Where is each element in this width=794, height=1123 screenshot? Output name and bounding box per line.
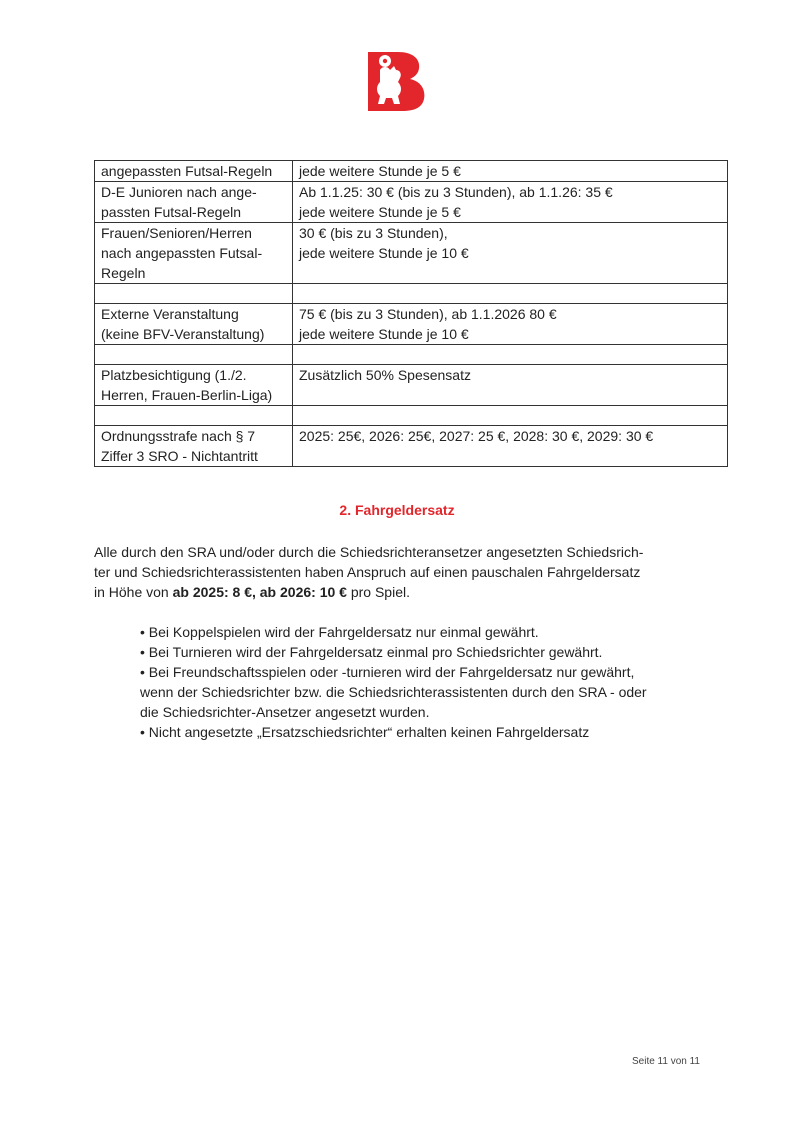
- table-cell-label: Ordnungsstrafe nach § 7 Ziffer 3 SRO - Nichtantritt: [95, 426, 293, 467]
- table-spacer-row: [95, 406, 728, 426]
- table-cell-value: 75 € (bis zu 3 Stunden), ab 1.1.2026 80 € jede weitere Stunde je 10 €: [293, 304, 728, 345]
- table-cell-label: Platzbesichtigung (1./2. Herren, Frauen-Berlin-Liga): [95, 365, 293, 406]
- table-row: [95, 365, 728, 406]
- amount-highlight: ab 2025: 8 €, ab 2026: 10 €: [172, 584, 347, 600]
- table-cell-label: Externe Veranstaltung (keine BFV-Veranstaltung): [95, 304, 293, 345]
- intro-paragraph: Alle durch den SRA und/oder durch die Schiedsrichteransetzer angesetzten Schiedsrich- ter und Schiedsrichterassistenten haben Anspruch auf einen pauschalen Fahrgeldersatz in Höhe von ab 2025: 8 €, ab 2026: 10 € pro Spiel.: [94, 544, 644, 600]
- table-cell-value: jede weitere Stunde je 5 €: [293, 161, 728, 182]
- fee-table: [94, 160, 728, 467]
- table-cell-value: Ab 1.1.25: 30 € (bis zu 3 Stunden), ab 1.1.26: 35 € jede weitere Stunde je 5 €: [293, 182, 728, 223]
- section-heading: 2. Fahrgeldersatz: [339, 502, 455, 518]
- page-number: Seite 11 von 11: [631, 1056, 700, 1067]
- list-item: • Bei Freundschaftsspielen oder -turnieren wird der Fahrgeldersatz nur gewährt, wenn der Schiedsrichter bzw. die Schiedsrichterassistenten durch den SRA - oder die Schiedsrichter-Ansetzer angesetzt wurden.: [140, 664, 647, 720]
- table-row: [95, 182, 728, 223]
- table-cell-label: Frauen/Senioren/Herren nach angepassten Futsal- Regeln: [95, 223, 293, 284]
- table-cell-value: Zusätzlich 50% Spesensatz: [293, 365, 728, 406]
- table-cell-label: angepassten Futsal-Regeln: [95, 161, 293, 182]
- list-item: • Nicht angesetzte „Ersatzschiedsrichter“ erhalten keinen Fahrgeldersatz: [140, 724, 590, 740]
- table-cell-value: 2025: 25€, 2026: 25€, 2027: 25 €, 2028: 30 €, 2029: 30 €: [293, 426, 728, 467]
- table-row: [95, 223, 728, 284]
- list-item: • Bei Turnieren wird der Fahrgeldersatz einmal pro Schiedsrichter gewährt.: [140, 644, 603, 660]
- table-spacer-row: [95, 345, 728, 365]
- table-row: [95, 304, 728, 345]
- bullet-list: [140, 622, 730, 742]
- table-row: [95, 426, 728, 467]
- table-cell-value: 30 € (bis zu 3 Stunden), jede weitere Stunde je 10 €: [293, 223, 728, 284]
- bfv-logo: [366, 48, 428, 112]
- table-spacer-row: [95, 284, 728, 304]
- table-cell-label: D-E Junioren nach ange- passten Futsal-Regeln: [95, 182, 293, 223]
- table-row: [95, 161, 728, 182]
- list-item: • Bei Koppelspielen wird der Fahrgeldersatz nur einmal gewährt.: [140, 624, 539, 640]
